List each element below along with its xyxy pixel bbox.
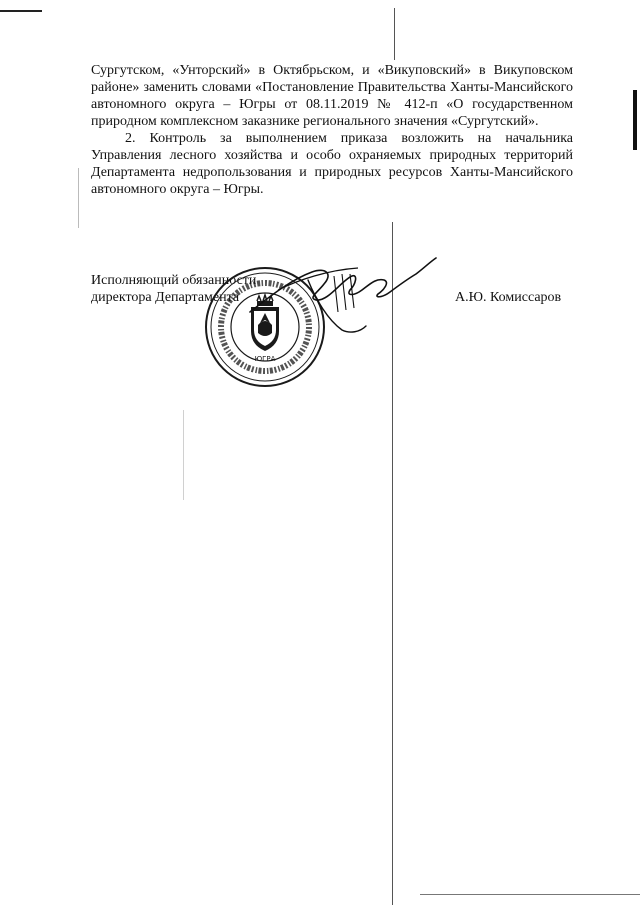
scan-artifact bbox=[394, 8, 395, 60]
signer-position-line-1: Исполняющий обязанности bbox=[91, 273, 257, 288]
signer-name: А.Ю. Комиссаров bbox=[455, 290, 562, 305]
scan-artifact bbox=[420, 894, 640, 895]
handwritten-signature bbox=[238, 250, 438, 340]
paragraph-2: 2. Контроль за выполнением приказа возложить на начальника Управления лесного хозяйства и особо охраняемых природных территорий Департамента недропользования и природных ресурсов Ханты-Мансийского автономного округа – Югры. bbox=[91, 131, 573, 197]
scan-artifact bbox=[633, 90, 637, 150]
scan-artifact bbox=[183, 410, 184, 500]
paragraph-1: Сургутском, «Унторский» в Октябрьском, и «Викуповский» в Викуповском районе» заменить словами «Постановление Правительства Ханты-Мансийского автономного округа – Югры от 08.11.2019 № 412-п «О государственном природном комплексном заказнике регионального значения «Сургутский». bbox=[91, 63, 573, 129]
scan-artifact bbox=[0, 10, 42, 12]
signer-position-line-2: директора Департамента bbox=[91, 290, 240, 305]
scan-artifact bbox=[78, 168, 79, 228]
stamp-label: ЮГРА bbox=[254, 355, 276, 363]
body-text bbox=[91, 62, 573, 198]
